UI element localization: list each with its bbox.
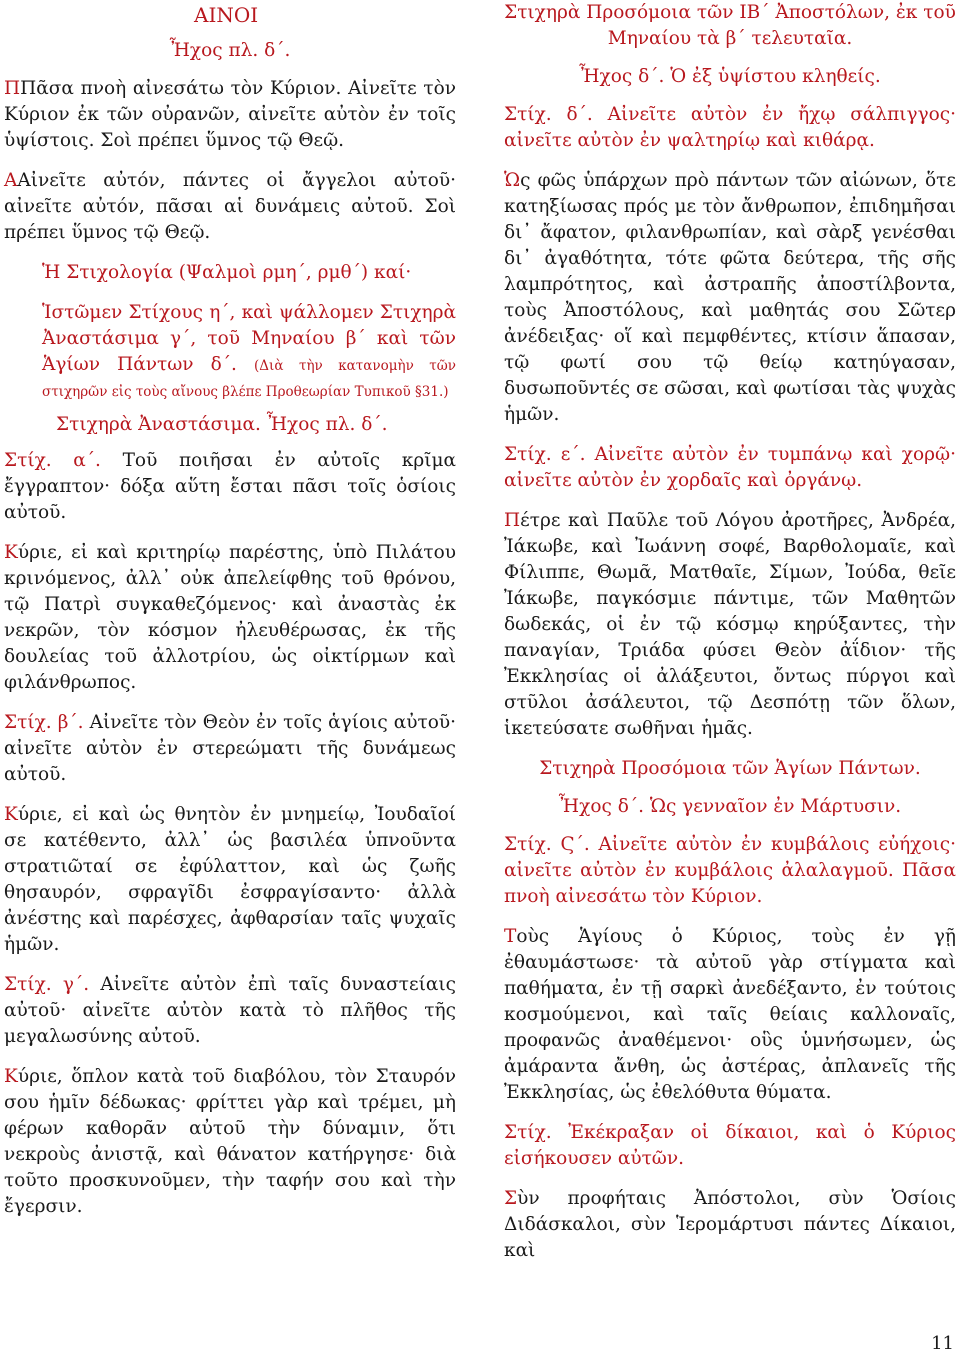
allsaints-heading: Στιχηρὰ Προσόμοια τῶν Ἁγίων Πάντων. bbox=[539, 758, 921, 779]
hymn-2-initial: Κ bbox=[4, 804, 18, 825]
stich-b bbox=[4, 710, 456, 788]
verse-pasa-text: Πᾶσα πνοὴ αἰνεσάτω τὸν Κύριον. Αἰνεῖτε τὸν Κύριον ἐκ τῶν οὐρανῶν, αἰνεῖτε αὐτὸν ἐν τοῖς ὑψίστοις. Σοὶ πρέπει ὕμνος τῷ Θεῷ. bbox=[4, 78, 456, 151]
hymn-6-text: οὺς Ἁγίους ὁ Κύριος, τοὺς ἐν γῇ ἐθαυμάστωσε· τὰ αὐτοῦ γὰρ στίγματα καὶ παθήματα, ἐν τῇ σαρκὶ ἀνεδέξαντο, ἐν τούτοις κοσμούμενοι, καὶ ταῖς θείαις καλλοναῖς, προφανῶς ἀναθέμενοι· οὓς ὑμνήσωμεν, ὡς ἀμάραντα ἄνθη, ὡς ἀστέρας, ἀπλανεῖς τῆς Ἐκκλησίας, ὡς ἐθελόθυτα θύματα. bbox=[504, 926, 956, 1103]
hymn-7 bbox=[504, 1186, 956, 1264]
rubric-main-text: Ἱστῶμεν Στίχους η΄, καὶ ψάλλομεν Στιχηρὰ Ἀναστάσιμα γ΄, τοῦ Μηναίου β΄ καὶ τῶν Ἁγίων Πάντων δ΄. bbox=[42, 302, 456, 375]
verse-pasa-pnoe bbox=[4, 76, 456, 154]
stich-g-label: Στίχ. γ΄. bbox=[4, 974, 90, 995]
anastasima-heading: Στιχηρὰ Ἀναστάσιμα. Ἦχος πλ. δ΄. bbox=[56, 414, 388, 435]
hymn-4-initial: Ὡ bbox=[504, 170, 521, 191]
stich-a-text: Τοῦ ποιῆσαι ἐν αὐτοῖς κρῖμα ἔγγραπτον· δόξα αὕτη ἔσται πᾶσι τοῖς ὁσίοις αὐτοῦ. bbox=[4, 450, 456, 523]
stich-a-label: Στίχ. α΄. bbox=[4, 450, 101, 471]
stich-e bbox=[504, 442, 956, 494]
rubric-note: (Διὰ τὴν κατανομὴν τῶν στιχηρῶν εἰς τοὺς αἴνους βλέπε Προθεωρίαν Τυπικοῦ §31.) bbox=[42, 358, 456, 400]
rubric-main bbox=[4, 300, 456, 404]
stich-d bbox=[504, 102, 956, 154]
stich-z bbox=[504, 1120, 956, 1172]
hymn-5-text: έτρε καὶ Παῦλε τοῦ Λόγου ἀροτῆρες, Ἀνδρέα, Ἰάκωβε, καὶ Ἰωάννη σοφέ, Βαρθολομαῖε, καὶ Φίλιππε, Θωμᾶ, Ματθαῖε, Σίμων, Ἰούδα, θεῖε Ἰάκωβε, παγκόσμιε πάντιμε, τῶν Μαθητῶν δωδεκάς, οἱ ἐν τῷ κόσμῳ κηρύξαντες, τὴν παναγίαν, Τριάδα φύσει Θεὸν ἀΐδιον· τῆς Ἐκκλησίας οἱ ἀλάξευτοι, ὄντως πύργοι καὶ στῦλοι ἀσάλευτοι, τῷ Δεσπότῃ τῶν ὅλων, ἱκετεύσατε σωθῆναι ἡμᾶς. bbox=[504, 510, 956, 739]
stich-d-label: Στίχ. δ΄. bbox=[504, 104, 593, 125]
stich-a bbox=[4, 448, 456, 526]
hymn-5-initial: Π bbox=[504, 510, 521, 531]
stich-d-text: Αἰνεῖτε αὐτὸν ἐν ἤχῳ σάλπιγγος· αἰνεῖτε αὐτὸν ἐν ψαλτηρίῳ καὶ κιθάρᾳ. bbox=[504, 104, 957, 151]
hymn-1-text: ύριε, εἰ καὶ κριτηρίῳ παρέστης, ὑπὸ Πιλάτου κρινόμενος, ἀλλ᾽ οὐκ ἀπελείφθης τοῦ θρόνου, τῷ Πατρὶ συγκαθεζόμενος· καὶ ἀναστὰς ἐκ νεκρῶν, τὸν κόσμον ἠλευθέρωσας, ἐκ τῆς δουλείας τοῦ ἀλλοτρίου, ὡς οἰκτίρμων καὶ φιλάνθρωπος. bbox=[4, 542, 456, 693]
hymn-1 bbox=[4, 540, 456, 696]
verse-aineite-text: Αἰνεῖτε αὐτόν, πάντες οἱ ἄγγελοι αὐτοῦ· αἰνεῖτε αὐτόν, πᾶσαι αἱ δυνάμεις αὐτοῦ. Σοὶ πρέπει ὕμνος τῷ Θεῷ. bbox=[4, 170, 456, 243]
verse-aineite-first-letter: Α bbox=[4, 170, 18, 191]
left-column bbox=[4, 0, 456, 1234]
hymn-6-initial: Τ bbox=[504, 926, 517, 947]
hymn-7-initial: Σ bbox=[504, 1188, 518, 1209]
hymn-4-text: ς φῶς ὑπάρχων πρὸ πάντων τῶν αἰώνων, ὅτε κατηξίωσας πρός με τὸν ἄνθρωπον, ἐπιδημῆσαι δι᾽ ἄφατον, φιλανθρωπίαν, καὶ σὰρξ γενέσθαι δι᾽ ἀγαθότητα, τότε φῶτα δεύτερα, τῆς σῆς λαμπρότητος, καὶ ἀστραπῆς ἀποστίλβοντα, τοὺς Ἀποστόλους, καὶ μαθητάς σου Σῶτερ ἀνέδειξας· οἵ καὶ πεμφθέντες, κτίσιν ἅπασαν, τῷ φωτί σου τῷ θείῳ κατηύγασαν, δυσωποῦντές σε σῶσαι, καὶ φωτίσαι τὰς ψυχὰς ἡμῶν. bbox=[504, 170, 956, 425]
stich-st-text: Αἰνεῖτε αὐτὸν ἐν κυμβάλοις εὐήχοις· αἰνεῖτε αὐτὸν ἐν κυμβάλοις ἀλαλαγμοῦ. Πᾶσα πνοὴ αἰνεσάτω τὸν Κύριον. bbox=[504, 834, 956, 907]
right-column bbox=[504, 0, 956, 1278]
hymn-3-initial: Κ bbox=[4, 1066, 18, 1087]
hymn-1-initial: Κ bbox=[4, 542, 18, 563]
hymn-3 bbox=[4, 1064, 456, 1220]
page-number: 11 bbox=[931, 1333, 954, 1354]
stich-g bbox=[4, 972, 456, 1050]
stich-z-text: Ἐκέκραξαν οἱ δίκαιοι, καὶ ὁ Κύριος εἰσήκουσεν αὐτῶν. bbox=[504, 1122, 956, 1169]
stich-st-label: Στίχ. Ϛ΄. bbox=[504, 834, 590, 855]
stich-b-label: Στίχ. β΄. bbox=[4, 712, 84, 733]
stich-st bbox=[504, 832, 956, 910]
apostles-heading: Στιχηρὰ Προσόμοια τῶν ΙΒ΄ Ἀποστόλων, ἐκ τοῦ Μηναίου τὰ β΄ τελευταῖα. bbox=[504, 2, 956, 49]
hymn-5 bbox=[504, 508, 956, 742]
stich-z-label: Στίχ. bbox=[504, 1122, 552, 1143]
stich-e-label: Στίχ. ε΄. bbox=[504, 444, 586, 465]
verse-pasa-first-letter: Π bbox=[4, 78, 21, 99]
hymn-2-text: ύριε, εἰ καὶ ὡς θνητὸν ἐν μνημείῳ, Ἰουδαῖοί σε κατέθεντο, ἀλλ᾽ ὡς βασιλέα ὑπνοῦντα στρατιῶταί σε ἐφύλαττον, καὶ ὡς ζωῆς θησαυρόν, σφραγῖδι ἐσφραγίσαντο· ἀλλὰ ἀνέστης καὶ παρέσχες, ἀφθαρσίαν ταῖς ψυχαῖς ἡμῶν. bbox=[4, 804, 456, 955]
hymn-7-text: ὺν προφήταις Ἀπόστολοι, σὺν Ὁσίοις Διδάσκαλοι, σὺν Ἱερομάρτυσι πάντες Δίκαιοι, καὶ bbox=[504, 1188, 956, 1261]
hymn-6 bbox=[504, 924, 956, 1106]
stich-g-text: Αἰνεῖτε αὐτὸν ἐπὶ ταῖς δυναστείαις αὐτοῦ· αἰνεῖτε αὐτὸν κατὰ τὸ πλῆθος τῆς μεγαλωσύνης αὐτοῦ. bbox=[4, 974, 456, 1047]
verse-aineite bbox=[4, 168, 456, 246]
stichology-rubric: Ἡ Στιχολογία (Ψαλμοὶ ρμη΄, ρμθ΄) καί· bbox=[42, 262, 412, 283]
mode-heading: Ἦχος πλ. δ΄. bbox=[169, 40, 291, 61]
apostles-mode: Ἦχος δ΄. Ὁ ἐξ ὑψίστου κληθείς. bbox=[579, 66, 881, 87]
hymn-4 bbox=[504, 168, 956, 428]
stich-b-text: Αἰνεῖτε τὸν Θεὸν ἐν τοῖς ἁγίοις αὐτοῦ· αἰνεῖτε αὐτὸν ἐν στερεώματι τῆς δυνάμεως αὐτοῦ. bbox=[4, 712, 457, 785]
hymn-3-text: ύριε, ὅπλον κατὰ τοῦ διαβόλου, τὸν Σταυρόν σου ἡμῖν δέδωκας· φρίττει γὰρ καὶ τρέμει, μὴ φέρων καθορᾶν αὐτοῦ τὴν δύναμιν, ὅτι νεκροὺς ἀνιστᾷ, καὶ θάνατον κατήργησε· διὰ τοῦτο προσκυνοῦμεν, τὴν ταφήν σου καὶ τὴν ἔγερσιν. bbox=[4, 1066, 456, 1217]
stich-e-text: Αἰνεῖτε αὐτὸν ἐν τυμπάνῳ καὶ χορῷ· αἰνεῖτε αὐτὸν ἐν χορδαῖς καὶ ὀργάνῳ. bbox=[504, 444, 956, 491]
section-title: ΑΙΝΟΙ bbox=[194, 3, 259, 27]
hymn-2 bbox=[4, 802, 456, 958]
allsaints-mode: Ἦχος δ΄. Ὡς γενναῖον ἐν Μάρτυσιν. bbox=[558, 796, 902, 817]
